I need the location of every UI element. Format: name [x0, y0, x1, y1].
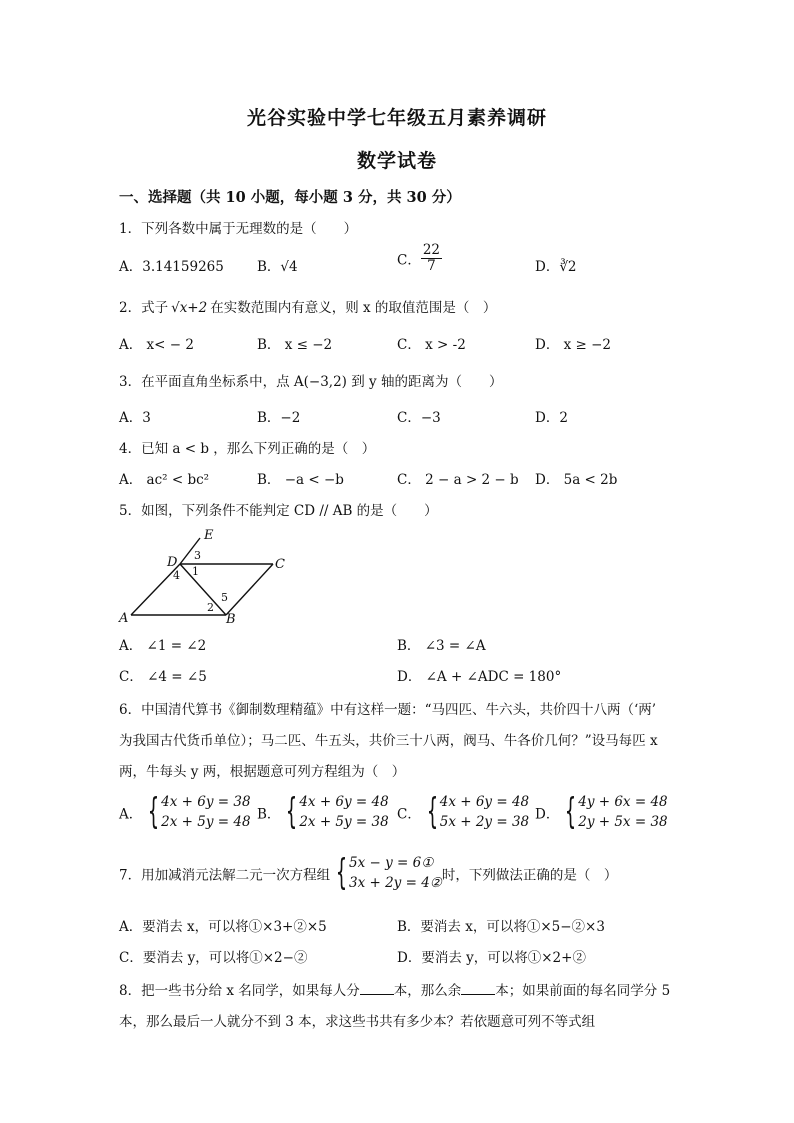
stem-text: 本；如果前面的每名同学分 5 — [495, 983, 671, 999]
option-label: A． — [119, 806, 143, 823]
equation: 4y + 6x = 48 — [578, 794, 668, 810]
question-5-option-a: A． ∠1 = ∠2 — [119, 638, 207, 654]
stem-text: 7．用加减消元法解二元一次方程组 — [119, 867, 331, 884]
brace: { — [565, 791, 577, 833]
question-4-option-c: C． 2 − a > 2 − b — [397, 472, 519, 488]
equation: 5x + 2y = 38 — [439, 814, 530, 831]
question-1-option-d — [535, 255, 577, 275]
fraction — [421, 243, 442, 274]
brace: { — [286, 791, 298, 833]
equation-system — [421, 792, 529, 833]
answer-blank — [360, 982, 394, 995]
sqrt-expression: √4 — [280, 259, 298, 275]
question-4-option-a: A． ac² < bc² — [119, 472, 210, 488]
question-2-option-c: C． x > -2 — [397, 337, 466, 353]
question-6-line-3: 两，牛每头 y 两，根据题意可列方程组为（ ） — [119, 764, 406, 780]
angle-4-label: 4 — [173, 569, 180, 582]
sqrt-expression: √x+2 — [171, 300, 208, 316]
question-5-stem: 5．如图，下列条件不能判定 CD // AB 的是（ ） — [119, 503, 438, 519]
question-4-option-d: D． 5a < 2b — [535, 472, 618, 488]
question-2-option-b: B． x ≤ −2 — [257, 337, 333, 353]
label-c: C — [275, 557, 285, 572]
equation: 5x − y = 6① — [349, 855, 434, 871]
section-heading: 一、选择题（共 10 小题，每小题 3 分，共 30 分） — [119, 189, 461, 206]
equation: 2y + 5x = 38 — [578, 814, 668, 831]
angle-2-label: 2 — [207, 601, 214, 614]
exam-subtitle: 数学试卷 — [356, 150, 437, 172]
stem-text: 在实数范围内有意义，则 x 的取值范围是（ ） — [210, 300, 497, 316]
parallelogram-figure — [118, 526, 293, 626]
equation: 4x + 6y = 38 — [161, 794, 251, 810]
label-e: E — [204, 528, 214, 543]
equation: 4x + 6y = 48 — [299, 794, 389, 810]
segment-cb — [226, 564, 273, 615]
question-3-option-c: C．−3 — [397, 410, 441, 426]
brace: { — [147, 791, 160, 833]
stem-text: 2．式子 — [119, 300, 169, 316]
equation: 2x + 5y = 38 — [299, 814, 389, 831]
question-8-line-1 — [119, 979, 670, 999]
fraction-denominator: 7 — [427, 257, 436, 274]
question-6-option-c — [397, 792, 529, 833]
label-b: B — [226, 612, 236, 626]
question-3-stem: 3．在平面直角坐标系中，点 A(−3,2) 到 y 轴的距离为（ ） — [119, 374, 503, 390]
question-3-option-a: A．3 — [119, 410, 151, 426]
question-1-option-c — [397, 243, 442, 274]
brace: { — [335, 852, 348, 894]
question-7-option-a: A．要消去 x，可以将①×3+②×5 — [119, 919, 327, 935]
option-label: C． — [397, 252, 421, 269]
stem-text: 时，下列做法正确的是（ ） — [441, 867, 618, 884]
question-2-option-d: D． x ≥ −2 — [535, 337, 612, 353]
label-a: A — [119, 611, 129, 626]
question-1-option-a: A．3.14159265 — [119, 259, 224, 275]
label-d: D — [167, 555, 178, 570]
question-8-line-2: 本，那么最后一人就分不到 3 本，求这些书共有多少本？若依题意可列不等式组 — [119, 1014, 596, 1030]
stem-text: 8．把一些书分给 x 名同学，如果每人分 — [119, 983, 360, 999]
cube-root-expression: ∛2 — [559, 259, 577, 275]
question-6-line-1: 6．中国清代算书《御制数理精蕴》中有这样一题：“马四匹、牛六头，共价四十八两（‘两’ — [119, 702, 657, 718]
option-label: B． — [257, 259, 281, 275]
question-3-option-d: D．2 — [535, 410, 568, 426]
equation: 3x + 2y = 4② — [349, 875, 442, 892]
angle-5-label: 5 — [221, 591, 228, 604]
angle-1-label: 1 — [192, 565, 199, 578]
fraction-numerator: 22 — [422, 242, 441, 258]
question-7-option-c: C．要消去 y，可以将①×2−② — [119, 950, 308, 966]
question-7-stem — [119, 853, 617, 894]
question-2-stem — [119, 296, 496, 316]
option-label: D． — [535, 806, 560, 823]
equation-system — [142, 792, 250, 833]
option-label: B． — [257, 806, 281, 823]
question-6-option-a — [119, 792, 251, 833]
equation-system — [559, 792, 667, 833]
question-1-stem: 1．下列各数中属于无理数的是（ ） — [119, 221, 358, 237]
angle-3-label: 3 — [194, 549, 201, 562]
question-6-option-b — [257, 792, 389, 833]
option-label: C． — [397, 806, 421, 823]
equation-system — [330, 853, 442, 894]
equation: 4x + 6y = 48 — [439, 794, 530, 810]
stem-text: 本，那么余 — [393, 983, 462, 999]
segment-db — [180, 564, 226, 615]
answer-blank — [461, 982, 495, 995]
brace: { — [426, 791, 439, 833]
question-5-option-d: D． ∠A + ∠ADC = 180° — [397, 669, 562, 685]
question-7-option-d: D．要消去 y，可以将①×2+② — [397, 950, 586, 966]
equation-system — [280, 792, 388, 833]
question-6-option-d — [535, 792, 668, 833]
question-5-option-c: C． ∠4 = ∠5 — [119, 669, 207, 685]
question-6-line-2: 为我国古代货币单位）；马二匹、牛五头，共价三十八两，阀马、牛各价几何？”设马每匹 x — [119, 733, 658, 749]
exam-title: 光谷实验中学七年级五月素养调研 — [246, 107, 547, 129]
question-7-option-b: B．要消去 x，可以将①×5−②×3 — [397, 919, 605, 935]
question-1-option-b — [257, 255, 298, 275]
question-2-option-a: A． x< − 2 — [119, 337, 194, 353]
equation: 2x + 5y = 48 — [161, 814, 251, 831]
question-5-option-b: B． ∠3 = ∠A — [397, 638, 486, 654]
question-4-option-b: B． −a < −b — [257, 472, 344, 488]
question-4-stem: 4．已知 a < b ，那么下列正确的是（ ） — [119, 441, 376, 457]
question-3-option-b: B．−2 — [257, 410, 301, 426]
option-label: D． — [535, 259, 560, 275]
